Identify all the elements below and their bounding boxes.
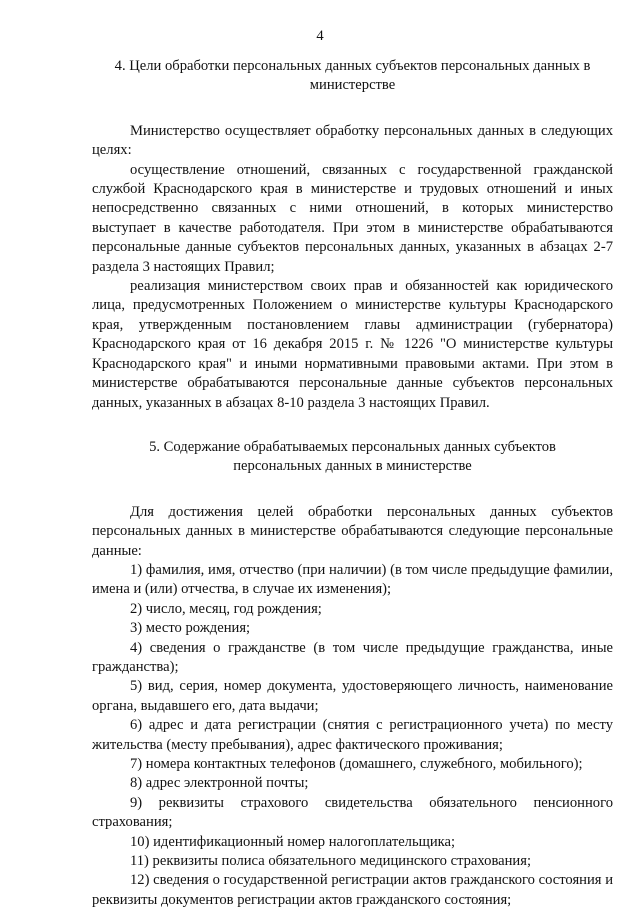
list-item: 5) вид, серия, номер документа, удостоверяющего личность, наименование органа, выдавшего его, дата выдачи; — [92, 678, 613, 714]
list-item: 11) реквизиты полиса обязательного медицинского страхования; — [130, 853, 532, 870]
list-item: 9) реквизиты страхового свидетельства обязательного пенсионного страхования; — [92, 794, 613, 831]
section-4-heading: 4. Цели обработки персональных данных субъектов персональных данных в министерстве — [114, 58, 591, 94]
list-item: 8) адрес электронной почты; — [130, 775, 309, 792]
page-number: 4 — [316, 28, 324, 44]
list-item: 6) адрес и дата регистрации (снятия с регистрационного учета) по месту жительства (месту пребывания), адрес фактического проживания; — [92, 717, 613, 753]
list-item: 10) идентификационный номер налогоплательщика; — [130, 833, 456, 850]
list-item: 2) число, месяц, год рождения; — [130, 600, 322, 617]
page-content — [92, 57, 613, 910]
section-5-heading: 5. Содержание обрабатываемых персональных данных субъектов персональных данных в министерстве — [149, 438, 556, 475]
list-item: 3) место рождения; — [130, 620, 251, 637]
section-5-intro: Для достижения целей обработки персональных данных субъектов персональных данных в министерстве обрабатываются следующие персональные данные: — [92, 503, 613, 559]
list-item: 7) номера контактных телефонов (домашнего, служебного, мобильного); — [130, 756, 583, 772]
list-item: 4) сведения о гражданстве (в том числе предыдущие гражданства, иные гражданства); — [92, 639, 613, 675]
personal-data-list — [92, 561, 613, 910]
list-item: 12) сведения о государственной регистрации актов гражданского состояния и реквизиты документов регистрации актов гражданского состояния; — [92, 872, 613, 908]
list-item: 1) фамилия, имя, отчество (при наличии) (в том числе предыдущие фамилии, имена и (или) отчества, в случае их изменения); — [92, 561, 613, 598]
section-4-paragraph: Министерство осуществляет обработку персональных данных в следующих целях: — [92, 122, 613, 159]
section-4-paragraph: реализация министерством своих прав и обязанностей как юридического лица, предусмотренных Положением о министерстве культуры Краснодарского края, утвержденным постановлением главы администрации (губернатора) Краснодарского края от 16 декабря 2015 г. № 1226 "О министерстве культуры Краснодарского края" и иными нормативными правовыми актами. При этом в министерстве обрабатываются персональные данные субъектов персональных данных, указанных в абзацах 8-10 раздела 3 настоящих Правил. — [92, 278, 613, 411]
section-4-paragraph: осуществление отношений, связанных с государственной гражданской службой Краснодарского края в министерстве и трудовых отношений и иных непосредственно связанных с ними отношений, в которых министерство выступает в качестве работодателя. При этом в министерстве обрабатываются персональные данные субъектов персональных данных, указанных в абзацах 2-7 раздела 3 настоящих Правил; — [92, 161, 613, 275]
